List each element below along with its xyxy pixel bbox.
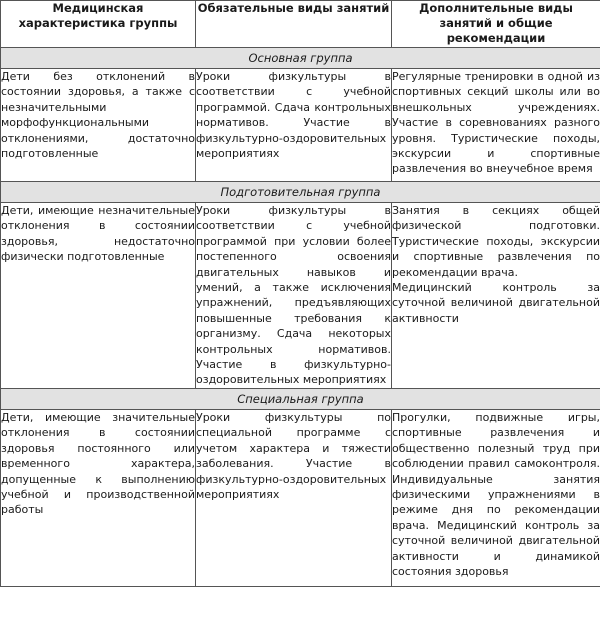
mandatory-cell: Уроки физкультуры в соответствии с учебной программой при условии более постепенного освоения двигательных навыков и умений, а также исключения упражнений, предъявляющих повышенные требования к организму. Сдача некоторых контрольных нормативов. Участие в физкультурно-оздоровительных мероприятиях (196, 204, 391, 387)
additional-cell (392, 69, 600, 182)
header-mandatory: Обязательные виды занятий (196, 1, 392, 48)
additional-paragraph: Медицинский контроль за суточной величиной двигательной активности (392, 281, 600, 325)
additional-cell (392, 409, 600, 586)
mandatory-cell: Уроки физкультуры по специальной программе с учетом характера и тяжести заболевания. Участие в физкультурно-оздоровительных мероприятиях (196, 409, 392, 586)
header-row (1, 1, 600, 48)
additional-paragraph: Прогулки, подвижные игры, спортивные развлечения и общественно полезный труд при соблюдении правил самоконтроля. Индивидуальные занятия физическими упражнениями в режиме дня по рекомендации врача. Медицинский контроль за суточной величиной двигательной активности и динамикой состояния здоровья (392, 410, 600, 578)
additional-paragraph: Занятия в секциях общей физической подготовки. Туристические походы, экскурсии и спортивные развлечения по рекомендации врача. (392, 204, 600, 279)
table-row (1, 409, 600, 586)
header-additional: Дополнительные виды занятий и общие рекомендации (392, 1, 600, 48)
group-row-preparatory (1, 182, 600, 203)
group-title: Основная группа (1, 48, 600, 69)
additional-cell (392, 203, 600, 389)
mandatory-cell: Уроки физкультуры в соответствии с учебной программой. Сдача контрольных нормативов. Участие в физкультурно-оздоровительных мероприятиях (196, 69, 392, 182)
table-row (1, 69, 600, 182)
group-title: Подготовительная группа (1, 182, 600, 203)
group-row-basic (1, 48, 600, 69)
additional-paragraph: Регулярные тренировки в одной из спортивных секций школы или во внешкольных учреждениях. Участие в соревнованиях разного уровня. Туристические походы, экскурсии и спортивные развлечения во внеучебное время (392, 70, 600, 176)
header-medical: Медицинская характеристика группы (1, 1, 196, 48)
medical-cell: Дети, имеющие незначительные отклонения в состоянии здоровья, недостаточно физически подготовленные (1, 203, 196, 389)
table-row (1, 203, 600, 389)
medical-cell: Дети без отклонений в состоянии здоровья, а также с незначительными морфофункциональными отклонениями, достаточно подготовленные (1, 69, 196, 182)
group-title: Специальная группа (1, 388, 600, 409)
group-row-special (1, 388, 600, 409)
medical-cell: Дети, имеющие значительные отклонения в состоянии здоровья постоянного или временного характера, допущенные к выполнению учебной и производственной работы (1, 409, 196, 586)
